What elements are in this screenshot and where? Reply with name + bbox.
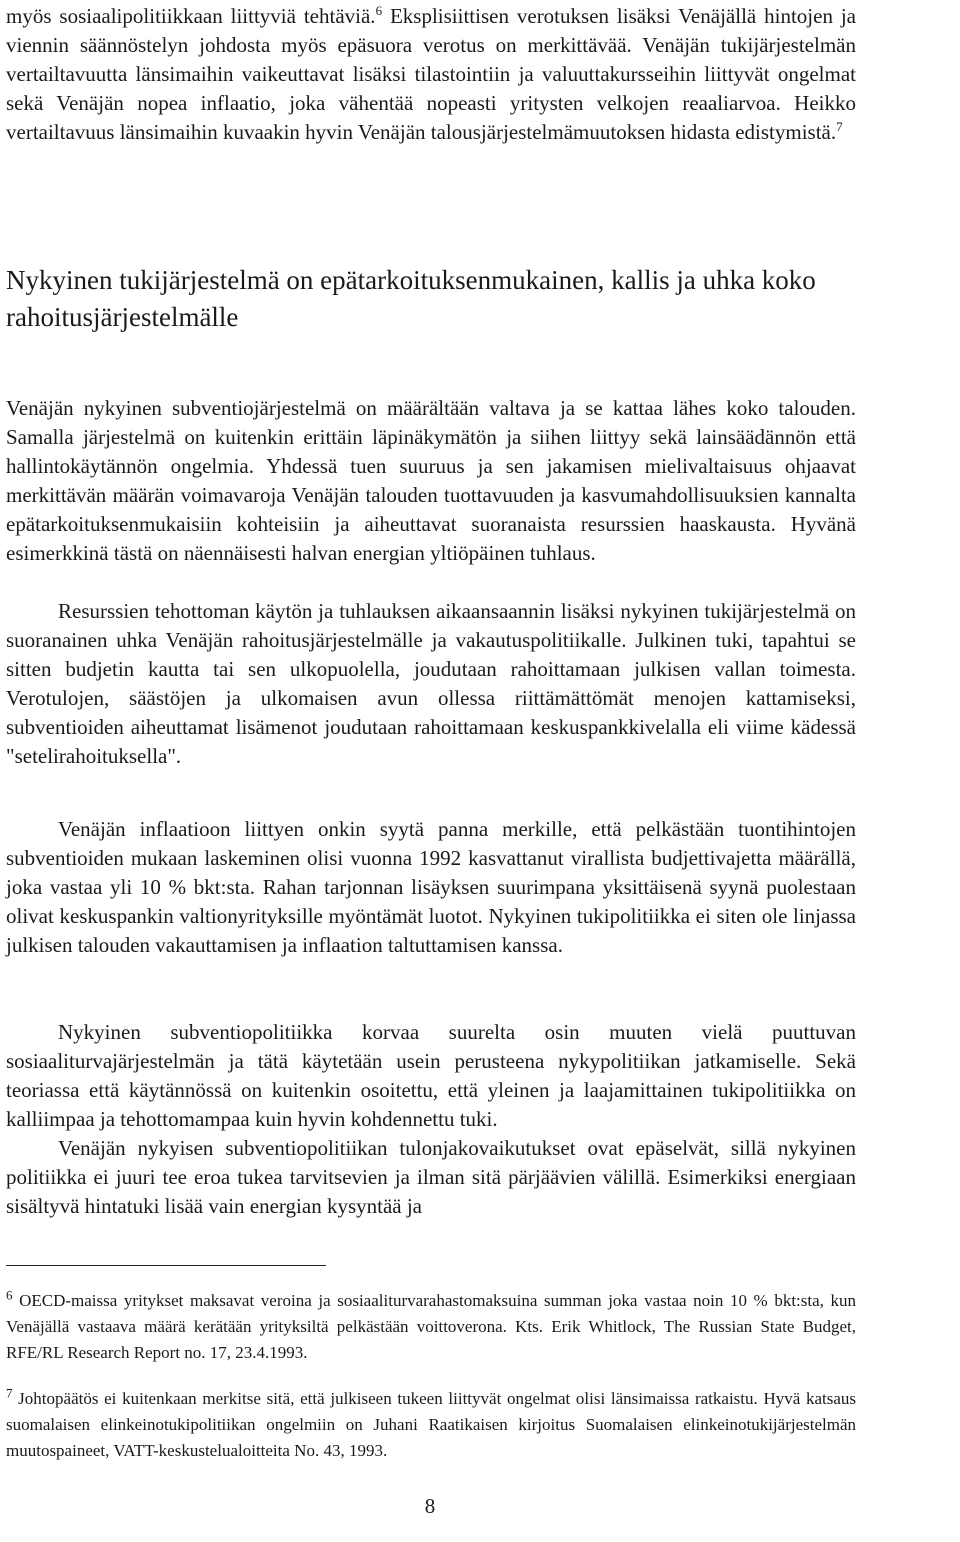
intro-paragraph — [6, 2, 856, 147]
footnote-text: Johtopäätös ei kuitenkaan merkitse sitä, että julkiseen tukeen liittyvät ongelmat olisi länsimaissa ratkaistu. Hyvä katsaus suomalaisen elinkeinotukipolitiikan ongelmiin on Juhani Raatikaisen kirjoitus Suomalaisen elinkeinotukijärjestelmän muutospaineet, VATT-keskustelualoitteita No. 43, 1993. — [6, 1389, 856, 1460]
body-paragraph-3: Venäjän inflaatioon liittyen onkin syytä panna merkille, että pelkästään tuontihintojen subventioiden mukaan laskeminen olisi vuonna 1992 kasvattanut virallista budjettivajetta määrällä, joka vastaa yli 10 % bkt:sta. Rahan tarjonnan lisäyksen suurimpana yksittäisenä syynä puolestaan olivat keskuspankin valtionyrityksille myöntämät luotot. Nykyinen tukipolitiikka ei siten ole linjassa julkisen talouden vakauttamisen ja inflaation taltuttamisen kanssa. — [6, 817, 856, 957]
page-number: 8 — [424, 1494, 436, 1518]
footnote-reference-6[interactable]: 6 — [375, 3, 383, 18]
footnote-reference-7[interactable]: 7 — [836, 119, 843, 134]
body-paragraph-1: Venäjän nykyinen subventiojärjestelmä on määrältään valtava ja se kattaa lähes koko talouden. Samalla järjestelmä on kuitenkin erittäin läpinäkymätön ja siihen liittyy sekä lainsäädännön että hallintokäytännön ongelmia. Yhdessä tuen suuruus ja sen jakamisen mielivaltaisuus ohjaavat merkittävän määrän voimavaroja Venäjän talouden tuottavuuden ja kasvumahdollisuuksien kannalta epätarkoituksenmukaisiin kohteisiin ja aiheuttavat suoranaista resurssien haaskausta. Hyvänä esimerkkinä tästä on näennäisesti halvan energian yltiöpäinen tuhlaus. — [6, 396, 856, 565]
body-paragraph-4: Nykyinen subventiopolitiikka korvaa suurelta osin muuten vielä puuttuvan sosiaaliturvajärjestelmän ja tätä käytetään usein perusteena nykypolitiikan jatkamiselle. Sekä teoriassa että käytännössä on kuitenkin osoitettu, että yleinen ja laajamittainen tukipolitiikka on kalliimpaa ja tehottomampaa kuin hyvin kohdennettu tuki. — [6, 1020, 856, 1131]
intro-text-b: Eksplisiittisen verotuksen lisäksi Venäjällä hintojen ja viennin säännöstelyn johdosta myös epäsuora verotus on merkittävää. Venäjän tukijärjestelmän vertailtavuutta länsimaihin vaikeuttavat lisäksi tilastointiin ja valuuttakursseihin liittyvät ongelmat sekä Venäjän nopea inflaatio, joka vähentää nopeasti yritysten velkojen reaaliarvoa. Heikko vertailtavuus länsimaihin kuvaakin hyvin Venäjän talousjärjestelmämuutoksen hidasta edistymistä. — [6, 4, 857, 144]
footnote-7 — [6, 1386, 856, 1464]
intro-text-a: myös sosiaalipolitiikkaan liittyviä tehtäviä. — [6, 4, 376, 28]
body-paragraph-5: Venäjän nykyisen subventiopolitiikan tulonjakovaikutukset ovat epäselvät, sillä nykyinen politiikka ei juuri tee eroa tukea tarvitsevien ja ilman sitä pärjäävien välillä. Esimerkiksi energiaan sisältyvä hintatuki lisää vain energian kysyntää ja — [6, 1136, 856, 1218]
footnote-text: OECD-maissa yritykset maksavat veroina ja sosiaaliturvarahastomaksuina summan joka vastaa noin 10 % bkt:sta, kun Venäjällä vastaava määrä kerätään yrityksiltä pelkästään voittoverona. Kts. Erik Whitlock, The Russian State Budget, RFE/RL Research Report no. 17, 23.4.1993. — [6, 1291, 856, 1362]
body-paragraph-2: Resurssien tehottoman käytön ja tuhlauksen aikaansaannin lisäksi nykyinen tukijärjestelmä on suoranainen uhka Venäjän rahoitusjärjestelmälle ja vakautuspolitiikalle. Julkinen tuki, tapahtui se sitten budjetin kautta tai sen ulkopuolella, joudutaan rahoittamaan julkisen vallan toimesta. Verotulojen, säästöjen ja ulkomaisen avun ollessa riittämättömät menojen kattamiseksi, subventioiden aiheuttamat lisämenot joudutaan rahoittamaan keskuspankkivelalla eli viime kädessä "setelirahoituksella". — [6, 599, 856, 768]
footnote-number: 7 — [6, 1385, 13, 1401]
footnote-number: 6 — [6, 1287, 13, 1303]
footnote-6 — [6, 1288, 856, 1366]
section-heading: Nykyinen tukijärjestelmä on epätarkoituksenmukainen, kallis ja uhka koko rahoitusjärjestelmälle — [6, 265, 816, 332]
footnote-divider — [6, 1265, 326, 1266]
